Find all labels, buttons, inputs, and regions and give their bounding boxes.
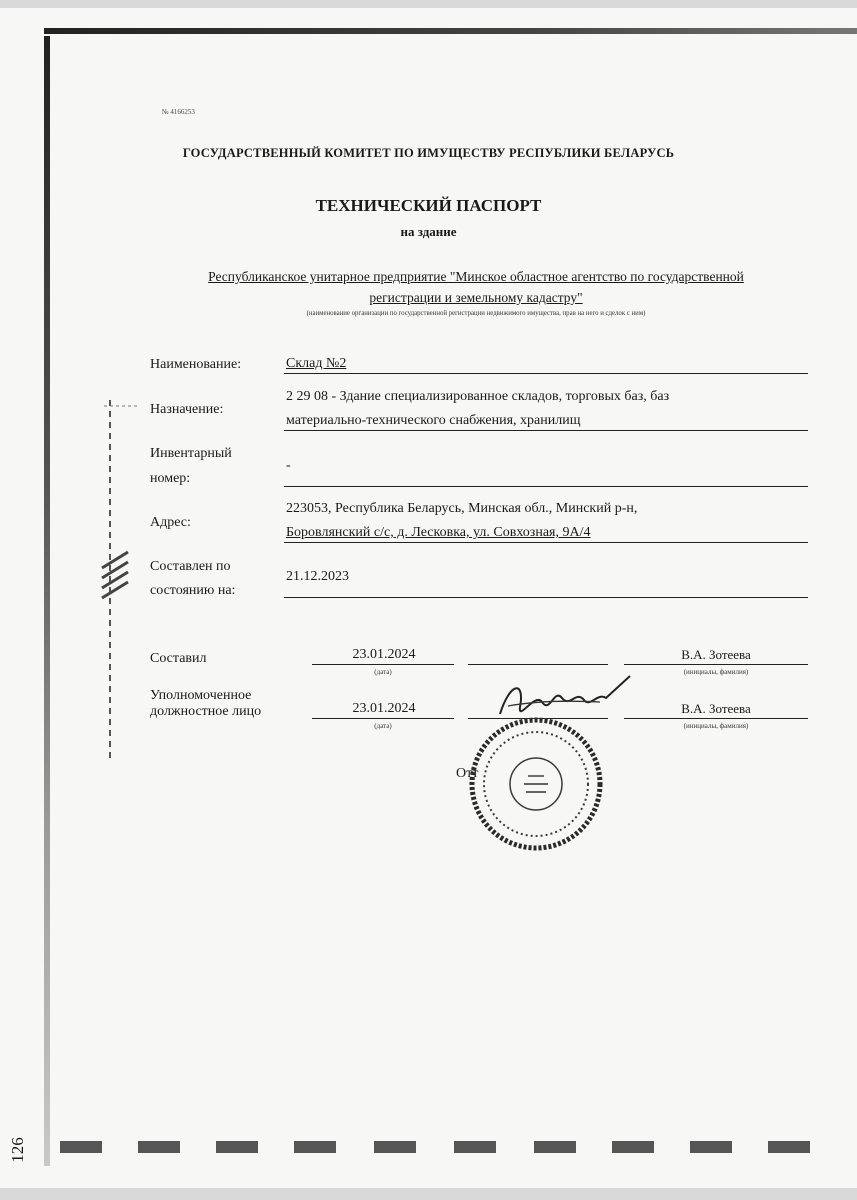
compiled-date-caption: (дата) (374, 668, 392, 676)
state-label-line-1: Составлен по (150, 559, 231, 574)
official-date-line (312, 718, 454, 719)
inventory-label-line-2: номер: (150, 471, 191, 486)
organization-name (170, 266, 782, 308)
address-line-2: Боровлянский с/с, д. Лесковка, ул. Совхозная, 9А/4 (286, 525, 591, 540)
address-underline (284, 542, 808, 543)
official-name-caption: (инициалы, фамилия) (683, 722, 749, 730)
compiled-date: 23.01.2024 (352, 647, 416, 662)
compiled-name: В.А. Зотеева (681, 647, 751, 662)
address-label: Адрес: (150, 515, 191, 530)
page-side-number: 126 (8, 1137, 27, 1163)
name-label: Наименование: (150, 357, 242, 372)
official-name-line (624, 718, 808, 719)
scan-top-edge (44, 28, 857, 34)
document-number: № 4166253 (162, 108, 195, 116)
organization-line-2: регистрации и земельному кадастру" (369, 290, 583, 305)
official-seal (466, 714, 606, 854)
official-label-line-2: должностное лицо (150, 704, 262, 719)
inventory-label-line-1: Инвентарный (150, 446, 232, 461)
name-underline (284, 373, 808, 374)
official-label-line-1: Уполномоченное (150, 688, 252, 703)
bottom-perforation (60, 1141, 857, 1153)
address-line-1: 223053, Республика Беларусь, Минская обл., Минский р-н, (286, 501, 638, 516)
document-title: ТЕХНИЧЕСКИЙ ПАСПОРТ (315, 196, 542, 215)
name-value: Склад №2 (286, 356, 347, 371)
compiled-label: Составил (150, 651, 207, 666)
purpose-underline (284, 430, 808, 431)
purpose-line-1: 2 29 08 - Здание специализированное складов, торговых баз, баз (286, 389, 670, 404)
purpose-line-2: материально-технического снабжения, хранилищ (286, 413, 581, 428)
organization-caption: (наименование организации по государственной регистрации недвижимого имущества, прав на него и сделок с ним) (306, 310, 646, 317)
stamp-place-mark: Отт (456, 766, 479, 781)
document-subtitle: на здание (400, 224, 457, 239)
official-date-caption: (дата) (374, 722, 392, 730)
state-label-line-2: состоянию на: (150, 583, 236, 598)
compiled-name-line (624, 664, 808, 665)
compiled-name-caption: (инициалы, фамилия) (683, 668, 749, 676)
organization-line-1: Республиканское унитарное предприятие "Минское областное агентство по государственной (208, 269, 744, 284)
state-underline (284, 597, 808, 598)
inventory-underline (284, 486, 808, 487)
state-value: 21.12.2023 (286, 569, 349, 584)
official-date: 23.01.2024 (352, 701, 416, 716)
official-name: В.А. Зотеева (681, 701, 751, 716)
inventory-value: - (286, 458, 291, 473)
compiled-date-line (312, 664, 454, 665)
purpose-label: Назначение: (150, 402, 224, 417)
agency-heading: ГОСУДАРСТВЕННЫЙ КОМИТЕТ ПО ИМУЩЕСТВУ РЕСПУБЛИКИ БЕЛАРУСЬ (182, 146, 675, 160)
margin-scan-marks (98, 400, 148, 770)
